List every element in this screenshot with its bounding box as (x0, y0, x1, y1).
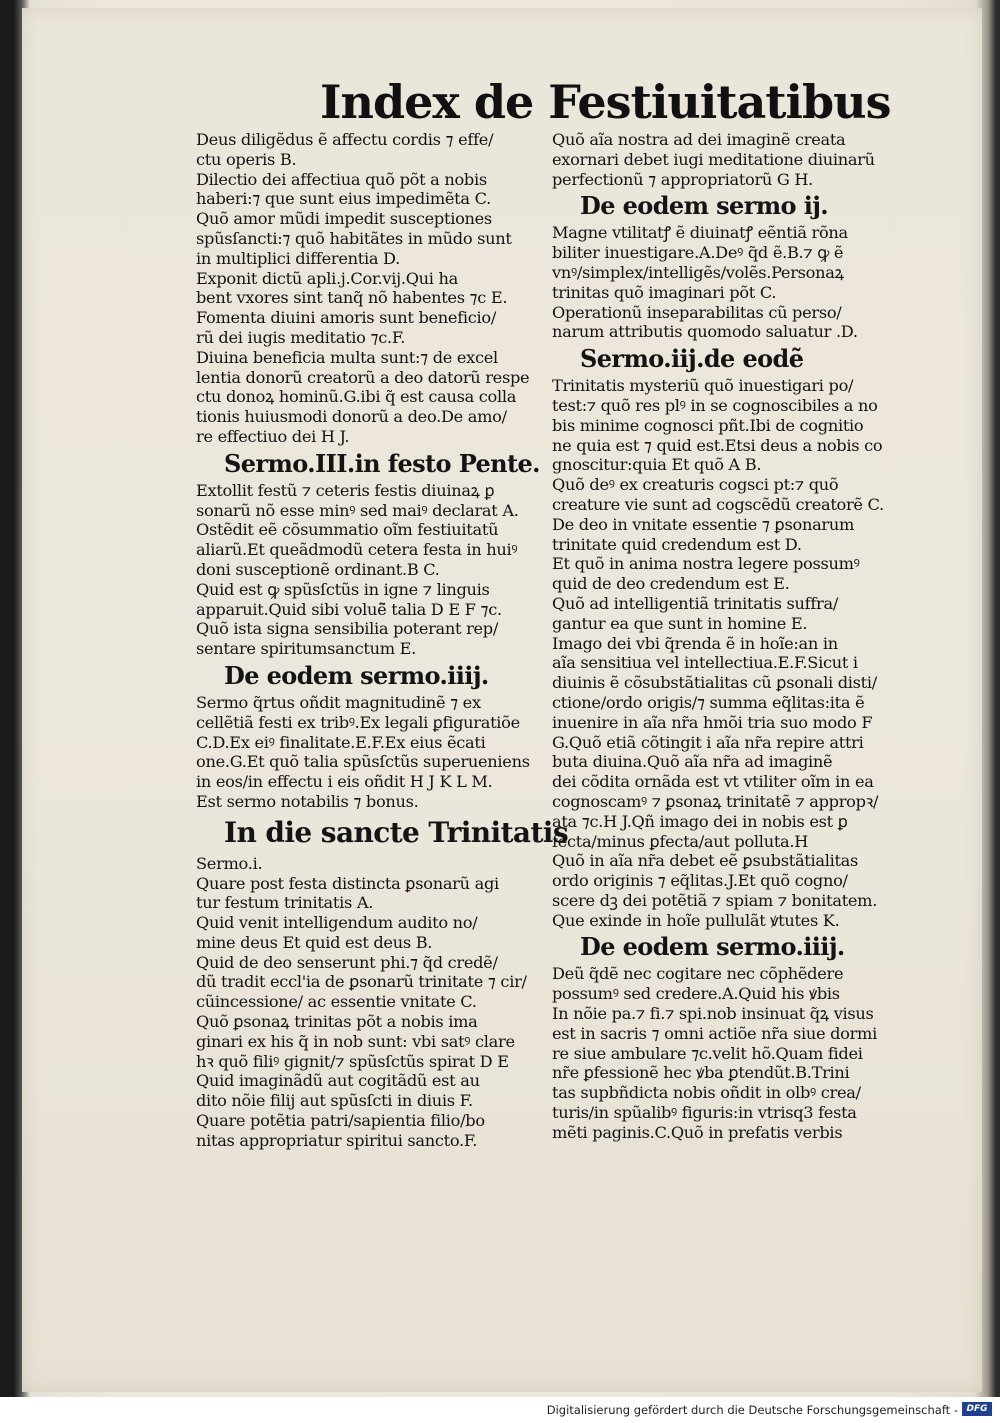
text-line: vnꝰ/simplex/intelligẽs/volẽs.Personaꝝ (552, 262, 844, 282)
text-line: sentare spiritumsanctum E. (196, 639, 417, 659)
text-line: Que exinde in hoĩe pullulãt ꝟtutes K. (552, 910, 840, 930)
text-line: rũ dei iugis meditatio ⁊c.F. (196, 327, 406, 347)
text-line: test:⁊ quõ res plꝰ in se cognoscibiles a no (552, 395, 878, 415)
dfg-logo: DFG (962, 1402, 992, 1416)
text-line: diuinis ẽ cõsubstãtialitas cũ ꝑsonali disti/ (552, 673, 877, 693)
text-line: Sermo.i. (196, 853, 263, 873)
text-line: Trinitatis mysteriũ quõ inuestigari po/ (552, 376, 854, 396)
text-line: aĩa sensitiua vel intellectiua.E.F.Sicut i (552, 653, 858, 673)
text-line: Ostẽdit eẽ cõsummatio oĩm festiuitatũ (196, 520, 499, 540)
text-line: Operationũ inseparabilitas cũ perso/ (552, 302, 842, 322)
section-heading: Sermo.iij.de eodẽ (580, 344, 804, 374)
text-line: cellẽtiã festi ex tribꝰ.Ex legali ꝑfiguratiõe (196, 712, 520, 732)
text-line: In nõie pa.⁊ fi.⁊ spi.nob insinuat q̃ꝝ visus (552, 1004, 874, 1024)
text-line: spũsſancti:⁊ quõ habitãtes in mũdo sunt (196, 228, 512, 248)
right-text-column (552, 130, 924, 1143)
text-line: aliarũ.Et queãdmodũ cetera festa in huiꝰ (196, 540, 518, 560)
text-line: Sermo q̃rtus oñdit magnitudinẽ ⁊ ex (196, 692, 481, 712)
text-line: est in sacris ⁊ omni actiõe nr̃a siue dormi (552, 1023, 877, 1043)
text-line: buta diuina.Quõ aĩa nr̃a ad imaginẽ (552, 752, 833, 772)
text-line: dũ tradit eccl'ia de ꝑsonarũ trinitate ⁊ cir/ (196, 972, 527, 992)
text-line: ctu donoꝝ hominũ.G.ibi q̃ est causa colla (196, 387, 517, 407)
section-heading: In die sancte Trinitatis (224, 815, 568, 849)
text-line: tas supbñdicta nobis oñdit in olbꝰ crea/ (552, 1083, 861, 1103)
text-line: in multiplici differentia D. (196, 248, 400, 268)
text-line: ctu operis B. (196, 149, 297, 169)
text-line: in eos/in effectu i eis oñdit H J K L M. (196, 772, 493, 792)
text-line: Quõ aĩa nostra ad dei imaginẽ creata (552, 130, 846, 149)
text-line: re siue ambulare ⁊c.velit hõ.Quam fidei (552, 1043, 863, 1063)
text-line: tur festum trinitatis A. (196, 893, 374, 913)
text-line: cũincessione/ ac essentie vnitate C. (196, 992, 477, 1012)
text-line: haberi:⁊ que sunt eius impedimẽta C. (196, 189, 491, 209)
text-line: Extollit festũ ⁊ ceteris festis diuinaꝝ ꝑ (196, 480, 495, 500)
text-line: turis/in spũalibꝰ figuris:in vtrisq3 festa (552, 1103, 857, 1123)
text-line: C.D.Ex eiꝰ finalitate.E.F.Ex eius ẽcati (196, 732, 486, 752)
text-line: Imago dei vbi q̃renda ẽ in hoĩe:an in (552, 633, 838, 653)
text-line: quid de deo credendum est E. (552, 574, 790, 594)
text-line: Dilectio dei affectiua quõ põt a nobis (196, 169, 487, 189)
text-line: tionis huiusmodi donorũ a deo.De amo/ (196, 407, 507, 427)
footer-bar (0, 1397, 1000, 1423)
text-line: trinitate quid credendum est D. (552, 534, 802, 554)
text-line: ctione/ordo origis/⁊ summa eq̃litas:ita ẽ (552, 692, 865, 712)
text-line: Fomenta diuini amoris sunt beneficio/ (196, 308, 497, 328)
text-line: Et quõ in anima nostra legere possumꝰ (552, 554, 860, 574)
text-line: Quid imaginãdũ aut cogitãdũ est au (196, 1071, 480, 1091)
text-line: Quõ deꝰ ex creaturis cogsci pt:⁊ quõ (552, 475, 839, 495)
text-line: sonarũ nõ esse minꝰ sed maiꝰ declarat A. (196, 500, 519, 520)
section-heading: De eodem sermo.iiij. (224, 660, 489, 690)
text-line: scere dꝫ dei potẽtiã ⁊ spiam ⁊ bonitatem. (552, 890, 878, 910)
text-line: ne quia est ⁊ quid est.Etsi deus a nobis co (552, 435, 883, 455)
text-line: nitas appropriatur spiritui sancto.F. (196, 1130, 478, 1150)
text-line: Quid est ꝙ spũsſctũs in igne ⁊ linguis (196, 579, 490, 599)
text-line: ginari ex his q̃ in nob sunt: vbi satꝰ clare (196, 1031, 515, 1051)
text-line: Quid venit intelligendum audito no/ (196, 913, 478, 933)
text-line: Quare potẽtia patri/sapientia filio/bo (196, 1111, 485, 1131)
page-title: Index de Festiuitatibus (320, 75, 891, 129)
text-line: narum attributis quomodo saluatur .D. (552, 322, 858, 342)
text-line: gantur ea que sunt in homine E. (552, 613, 808, 633)
text-line: apparuit.Quid sibi voluẽ̃ talia D E F ⁊c. (196, 599, 502, 619)
text-line: ata ⁊c.H J.Qñ imago dei in nobis est ꝑ (552, 811, 848, 831)
text-line: bis minime cognosci pñt.Ibi de cognitio (552, 415, 864, 435)
text-line: Quare post festa distincta ꝑsonarũ agi (196, 873, 499, 893)
text-line: perfectionũ ⁊ appropriatorũ G H. (552, 169, 814, 189)
text-line: gnoscitur:quia Et quõ A B. (552, 455, 762, 475)
text-line: mẽti paginis.C.Quõ in prefatis verbis (552, 1122, 843, 1142)
text-line: inuenire in aĩa nr̃a hmõi tria suo modo F (552, 712, 873, 732)
text-line: Deus diligẽdus ẽ affectu cordis ⁊ effe/ (196, 130, 494, 149)
text-line: fecta/minus ꝑfecta/aut polluta.H (552, 831, 809, 851)
text-line: Quid de deo senserunt phi.⁊ q̃d credẽ/ (196, 952, 498, 972)
funding-credit: Digitalisierung gefördert durch die Deutsche Forschungsgemeinschaft - (546, 1403, 958, 1417)
text-line: biliter inuestigare.A.Deꝰ q̃d ẽ.B.⁊ ꝙ ẽ (552, 243, 844, 263)
text-line: Deũ q̃dẽ nec cogitare nec cõphẽdere (552, 964, 844, 984)
left-text-column (196, 130, 568, 1151)
text-line: possumꝰ sed credere.A.Quid his ꝟbis (552, 984, 840, 1004)
section-heading: Sermo.III.in festo Pente. (224, 448, 540, 478)
text-line: ordo originis ⁊ eq̃litas.J.Et quõ cogno/ (552, 871, 848, 891)
text-line: Diuina beneficia multa sunt:⁊ de excel (196, 347, 498, 367)
text-line: nr̃e ꝑfessionẽ hec ꝟba ꝑtendũt.B.Trini (552, 1063, 850, 1083)
text-line: creature vie sunt ad cogscẽdũ creatorẽ C. (552, 494, 884, 514)
text-line: trinitas quõ imaginari põt C. (552, 282, 777, 302)
text-line: bent vxores sint tanq̃ nõ habentes ⁊c E. (196, 288, 508, 308)
text-line: cognoscamꝰ ⁊ ꝑsonaꝝ trinitatẽ ⁊ appropꝛ/ (552, 791, 879, 811)
text-line: exornari debet iugi meditatione diuinarũ (552, 149, 875, 169)
text-line: re effectiuo dei H J. (196, 426, 350, 446)
text-line: one.G.Et quõ talia spũsſctũs superueniens (196, 752, 530, 772)
section-heading: De eodem sermo ij. (580, 191, 829, 221)
text-line: doni susceptionẽ ordinant.B C. (196, 559, 440, 579)
text-line: Magne vtilitatꝭ ẽ diuinatꝭ eẽntiã rõna (552, 223, 848, 243)
text-line: dito nõie filij aut spũsſcti in diuis F. (196, 1091, 473, 1111)
text-line: Quõ ista signa sensibilia poterant rep/ (196, 619, 499, 639)
text-line: mine deus Et quid est deus B. (196, 932, 433, 952)
text-line: Quõ ad intelligentiã trinitatis suffra/ (552, 593, 838, 613)
text-line: dei cõdita ornãda est vt vtiliter oĩm in ea (552, 772, 874, 792)
text-line: lentia donorũ creatorũ a deo datorũ respe (196, 367, 530, 387)
text-line: Exponit dictũ apli.j.Cor.vij.Qui ha (196, 268, 458, 288)
text-line: Est sermo notabilis ⁊ bonus. (196, 791, 419, 811)
text-line: Quõ in aĩa nr̃a debet eẽ ꝑsubstãtialitas (552, 851, 859, 871)
text-line: De deo in vnitate essentie ⁊ ꝑsonarum (552, 514, 855, 534)
text-line: hꝛ quõ filiꝰ gignit/⁊ spũsſctũs spirat D E (196, 1051, 509, 1071)
section-heading: De eodem sermo.iiij. (580, 932, 845, 962)
text-line: Quõ ꝑsonaꝝ trinitas põt a nobis ima (196, 1012, 478, 1032)
text-line: G.Quõ etiã cõtingit i aĩa nr̃a repire attri (552, 732, 864, 752)
text-line: Quõ amor mũdi impedit susceptiones (196, 209, 492, 229)
